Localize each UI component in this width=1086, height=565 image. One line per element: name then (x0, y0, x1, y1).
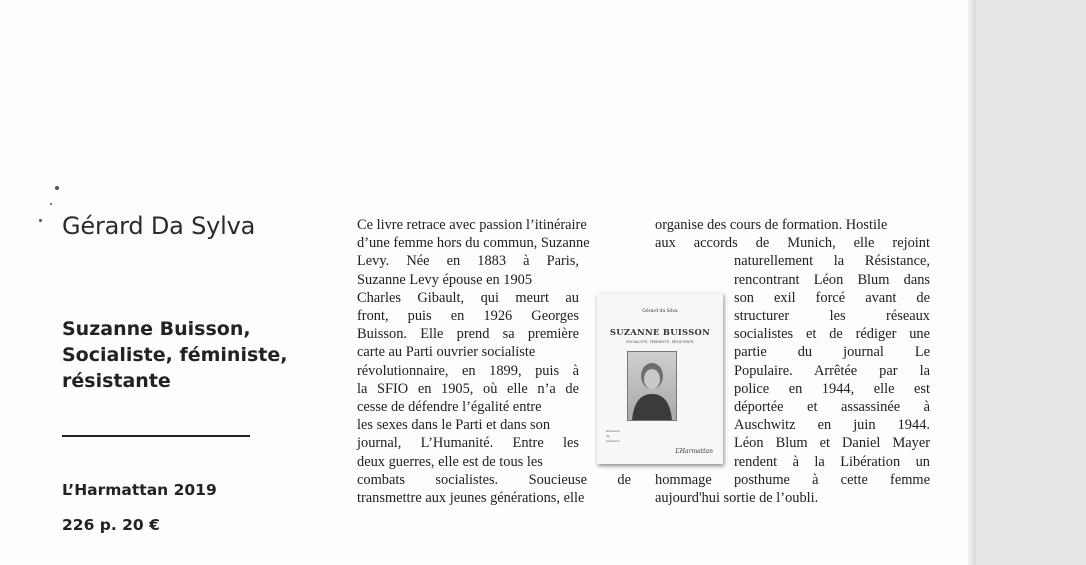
book-cover-image (597, 293, 723, 464)
text-line: socialistes et de rédiger une (734, 326, 930, 343)
print-speck (55, 186, 59, 190)
text-line: Ce livre retrace avec passion l’itinéraire (357, 217, 587, 233)
cover-title: SUZANNE BUISSON (609, 327, 711, 337)
text-line: partie du journal Le (734, 344, 930, 361)
text-line: aujourd'hui sortie de l’oubli. (655, 490, 819, 507)
review-author: Gérard Da Sylva (62, 212, 256, 240)
text-line: les sexes dans le Parti et dans son (357, 417, 551, 434)
viewer-side-panel (976, 0, 1086, 565)
cover-subtitle: SOCIALISTE, FÉMINISTE, RÉSISTANTE (626, 340, 694, 344)
text-line: Buisson. Elle prend sa première (357, 326, 579, 343)
text-line: police en 1944, elle est (734, 380, 930, 397)
title-divider (62, 435, 250, 437)
text-line: transmettre aux jeunes générations, elle (357, 490, 585, 507)
book-title-line: Socialiste, féministe, (62, 344, 288, 366)
text-line: Levy. Née en 1883 à Paris, (357, 253, 579, 270)
text-line: Suzanne Levy épouse en 1905 (357, 271, 533, 288)
text-line: carte au Parti ouvrier socialiste (357, 344, 536, 361)
cover-author: Gérard da Silva (642, 309, 678, 314)
cover-series-line: de (606, 434, 610, 438)
cover-series (606, 429, 636, 444)
text-line: son exil forcé avant de (734, 289, 930, 306)
cover-series-line: Graveurs (606, 429, 620, 433)
cover-publisher-logo: L’Harmattan (675, 448, 713, 455)
print-speck (39, 219, 42, 222)
text-line: rendent à la Libération un (734, 453, 930, 470)
text-line: la SFIO en 1905, où elle n’a de (357, 380, 579, 397)
print-speck (50, 203, 52, 205)
portrait-silhouette (628, 352, 676, 420)
text-line: révolutionnaire, en 1899, puis à (357, 362, 579, 379)
text-line: naturellement la Résistance, (734, 253, 930, 270)
text-line: hommage posthume à cette femme (655, 471, 930, 488)
text-line: deux guerres, elle est de tous les (357, 453, 543, 470)
book-title-line: Suzanne Buisson, (62, 318, 251, 340)
page-edge-shadow (968, 0, 976, 565)
book-title-line: résistante (62, 370, 171, 392)
text-line: Charles Gibault, qui meurt au (357, 289, 579, 306)
text-line: aux accords de Munich, elle rejoint (655, 235, 930, 252)
text-line: structurer les réseaux (734, 308, 930, 325)
publisher-year: L’Harmattan 2019 (62, 481, 217, 499)
text-line: rencontrant Léon Blum dans (734, 271, 930, 288)
text-line: d’une femme hors du commun, Suzanne (357, 235, 590, 252)
text-line: front, puis en 1926 Georges (357, 308, 579, 325)
text-line: Auschwitz en juin 1944. (734, 417, 930, 434)
text-line: déportée et assassinée à (734, 399, 930, 416)
pages-price: 226 p. 20 € (62, 516, 160, 534)
cover-portrait-photo (627, 351, 677, 421)
text-line: combats socialistes. Soucieuse de (357, 471, 631, 488)
body-column-left (357, 216, 631, 507)
text-line: organise des cours de formation. Hostile (655, 217, 888, 233)
cover-series-line: mémoire (606, 439, 620, 443)
text-line: journal, L’Humanité. Entre les (357, 435, 579, 452)
text-line: Populaire. Arrêtée par la (734, 362, 930, 379)
book-title (62, 316, 322, 394)
text-line: Léon Blum et Daniel Mayer (734, 435, 930, 452)
text-line: cesse de défendre l’égalité entre (357, 399, 542, 416)
